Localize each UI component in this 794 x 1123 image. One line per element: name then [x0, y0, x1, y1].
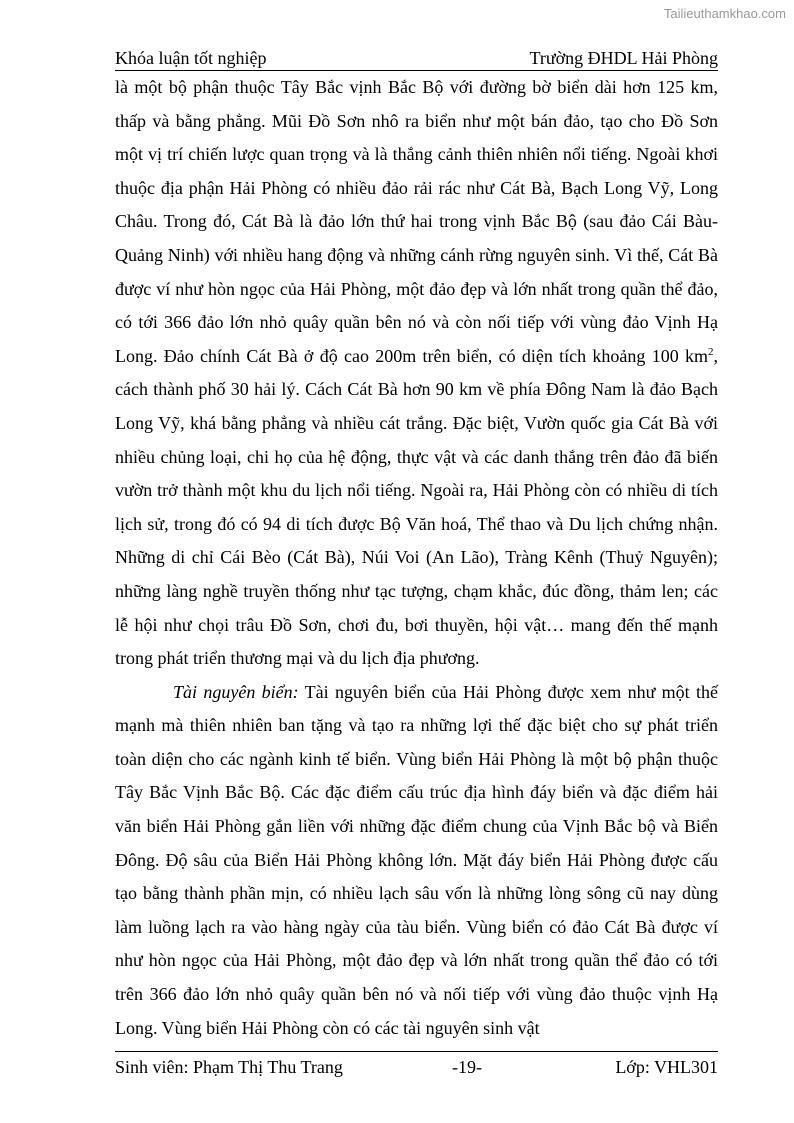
paragraph-geography [115, 71, 718, 676]
footer-page-number: -19- [452, 1057, 482, 1077]
paragraph-marine-resources [115, 676, 718, 1046]
footer-class: Lớp: VHL301 [615, 1057, 718, 1077]
page-header [115, 46, 718, 71]
footer-student-name: Sinh viên: Phạm Thị Thu Trang [115, 1057, 343, 1077]
marine-resources-text: Tài nguyên biển của Hải Phòng được xem như một thế mạnh mà thiên nhiên ban tặng và tạo ra những lợi thế đặc biệt cho sự phát triển toàn diện cho các ngành kinh tế biển. Vùng biển Hải Phòng là một bộ phận thuộc Tây Bắc Vịnh Bắc Bộ. Các đặc điểm cấu trúc địa hình đáy biển và đặc điểm hải văn biển Hải Phòng gắn liền với những đặc điểm chung của Vịnh Bắc bộ và Biển Đông. Độ sâu của Biển Hải Phòng không lớn. Mặt đáy biển Hải Phòng được cấu tạo bằng thành phần mịn, có nhiều lạch sâu vốn là những lòng sông cũ nay dùng làm luồng lạch ra vào hàng ngày của tàu biển. Vùng biển có đảo Cát Bà được ví như hòn ngọc của Hải Phòng, một đảo đẹp và lớn nhất trong quần thể đảo có tới trên 366 đảo lớn nhỏ quây quần bên nó và nối tiếp với vùng đảo thuộc vịnh Hạ Long. Vùng biển Hải Phòng còn có các tài nguyên sinh vật [115, 681, 718, 1038]
paragraph-geography-text-1: là một bộ phận thuộc Tây Bắc vịnh Bắc Bộ với đường bờ biển dài hơn 125 km, thấp và bằng phẳng. Mũi Đồ Sơn nhô ra biển như một bán đảo, tạo cho Đồ Sơn một vị trí chiến lược quan trọng và là thắng cảnh thiên nhiên nổi tiếng. Ngoài khơi thuộc địa phận Hải Phòng có nhiều đảo rải rác như Cát Bà, Bạch Long Vỹ, Long Châu. Trong đó, Cát Bà là đảo lớn thứ hai trong vịnh Bắc Bộ (sau đảo Cái Bàu- Quảng Ninh) với nhiều hang động và những cánh rừng nguyên sinh. Vì thế, Cát Bà được ví như hòn ngọc của Hải Phòng, một đảo đẹp và lớn nhất trong quần thể đảo, có tới 366 đảo lớn nhỏ quây quần bên nó và còn nối tiếp với vùng đảo Vịnh Hạ Long. Đảo chính Cát Bà ở độ cao 200m trên biển, có diện tích khoảng 100 km [115, 77, 718, 366]
superscript-2: 2 [708, 345, 714, 358]
header-university: Trường ĐHDL Hải Phòng [529, 48, 718, 68]
header-thesis-title: Khóa luận tốt nghiệp [115, 48, 267, 68]
marine-resources-label: Tài nguyên biển: [173, 681, 299, 702]
document-body [115, 71, 718, 1045]
page-footer [115, 1051, 718, 1077]
watermark-text: Tailieuthamkhao.com [663, 6, 786, 21]
paragraph-geography-text-2: , cách thành phố 30 hải lý. Cách Cát Bà hơn 90 km về phía Đông Nam là đảo Bạch Long Vỹ, khá bằng phẳng và nhiều cát trắng. Đặc biệt, Vườn quốc gia Cát Bà với nhiều chủng loại, chi họ của hệ động, thực vật và các danh thắng trên đảo đã biến vườn trở thành một khu du lịch nổi tiếng. Ngoài ra, Hải Phòng còn có nhiều di tích lịch sử, trong đó có 94 di tích được Bộ Văn hoá, Thể thao và Du lịch chứng nhận. Những di chỉ Cái Bèo (Cát Bà), Núi Voi (An Lão), Tràng Kênh (Thuỷ Nguyên); những làng nghề truyền thống như tạc tượng, chạm khắc, đúc đồng, thảm len; các lễ hội như chọi trâu Đồ Sơn, chơi đu, bơi thuyền, hội vật… mang đến thế mạnh trong phát triển thương mại và du lịch địa phương. [115, 345, 718, 669]
